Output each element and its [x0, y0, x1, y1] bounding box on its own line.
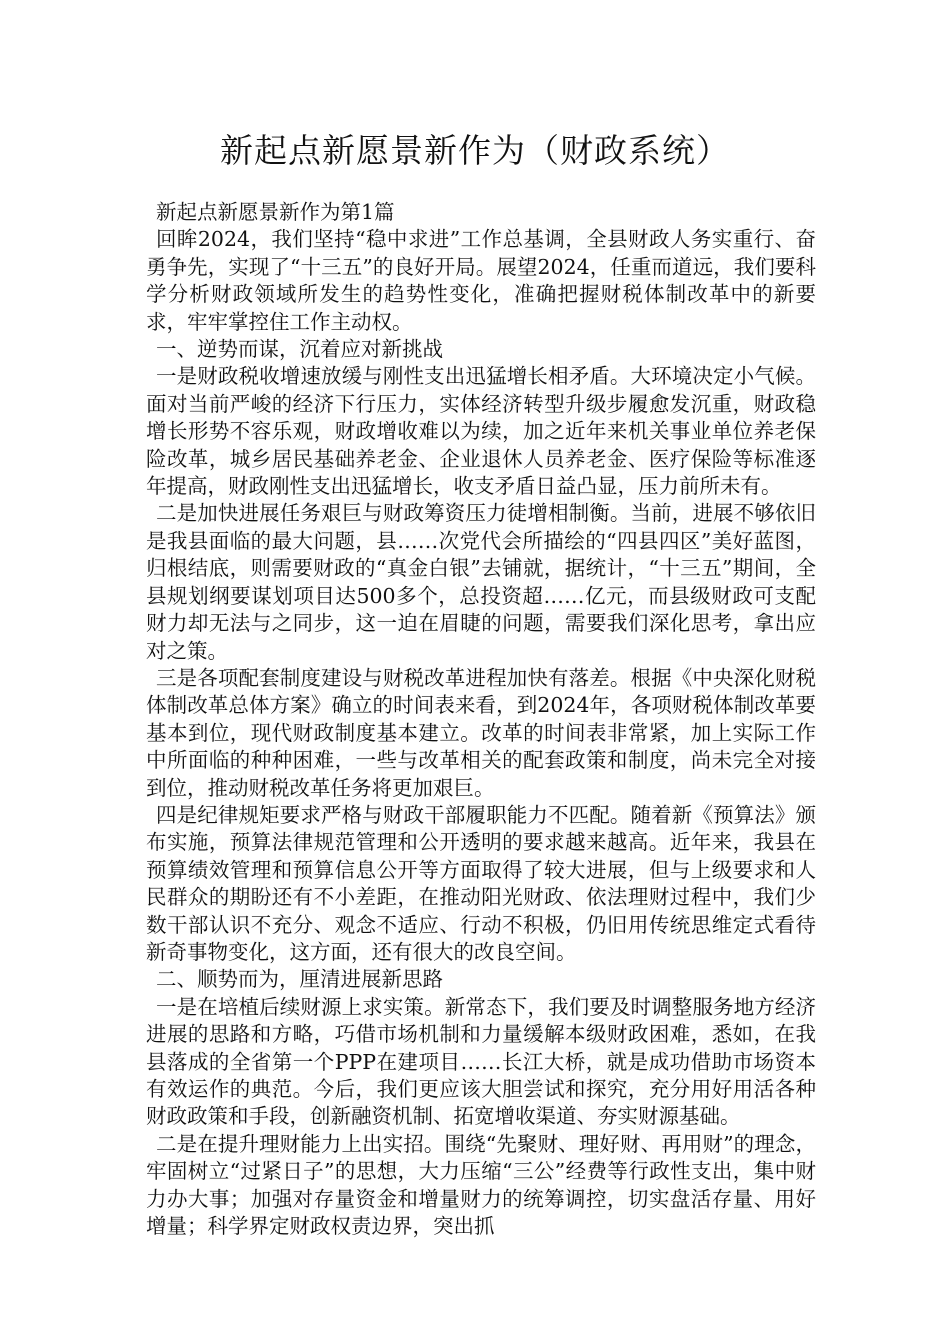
section-heading: 一、逆势而谋，沉着应对新挑战 — [156, 337, 443, 362]
section-heading: 二、顺势而为，厘清进展新思路 — [156, 967, 443, 992]
paragraph: 四是纪律规矩要求严格与财政干部履职能力不匹配。随着新《预算法》颁布实施，预算法律规范管理和公开透明的要求越来越高。近年来，我县在预算绩效管理和预算信息公开等方面取得了较大进展，但与上级要求和人民群众的期盼还有不小差距，在推动阳光财政、依法理财过程中，我们少数干部认识不充分、观念不适应、行动不积极，仍旧用传统思维定式看待新奇事物变化，这方面，还有很大的改良空间。 — [146, 802, 816, 964]
paragraph: 二是加快进展任务艰巨与财政筹资压力徒增相制衡。当前，进展不够依旧是我县面临的最大问题，县……次党代会所描绘的“四县四区”美好蓝图，归根结底，则需要财政的“真金白银”去铺就，据统计，“十三五”期间，全县规划纲要谋划项目达500多个，总投资超……亿元，而县级财政可支配财力却无法与之同步，这一迫在眉睫的问题，需要我们深化思考，拿出应对之策。 — [146, 501, 816, 663]
section-subtitle: 新起点新愿景新作为第1篇 — [156, 200, 395, 224]
document-title: 新起点新愿景新作为（财政系统） — [220, 131, 730, 170]
paragraph: 一是财政税收增速放缓与刚性支出迅猛增长相矛盾。大环境决定小气候。面对当前严峻的经济下行压力，实体经济转型升级步履愈发沉重，财政稳增长形势不容乐观，财政增收难以为续，加之近年来机关事业单位养老保险改革，城乡居民基础养老金、企业退休人员养老金、医疗保险等标准逐年提高，财政刚性支出迅猛增长，收支矛盾日益凸显，压力前所未有。 — [146, 364, 816, 499]
paragraph: 回眸2024，我们坚持“稳中求进”工作总基调，全县财政人务实重行、奋勇争先，实现了“十三五”的良好开局。展望2024，任重而道远，我们要科学分析财政领域所发生的趋势性变化，准确把握财税体制改革中的新要求，牢牢掌控住工作主动权。 — [146, 227, 816, 334]
paragraph: 一是在培植后续财源上求实策。新常态下，我们要及时调整服务地方经济进展的思路和方略，巧借市场机制和力量缓解本级财政困难，悉如，在我县落成的全省第一个PPP在建项目……长江大桥，就是成功借助市场资本有效运作的典范。今后，我们更应该大胆尝试和探究，充分用好用活各种财政政策和手段，创新融资机制、拓宽增收渠道、夯实财源基础。 — [146, 994, 816, 1129]
paragraph: 二是在提升理财能力上出实招。围绕“先聚财、理好财、再用财”的理念，牢固树立“过紧日子”的思想，大力压缩“三公”经费等行政性支出，集中财力办大事；加强对存量资金和增量财力的统筹调控，切实盘活存量、用好增量；科学界定财政权责边界，突出抓 — [146, 1131, 816, 1239]
document-body — [146, 199, 816, 1240]
paragraph: 三是各项配套制度建设与财税改革进程加快有落差。根据《中央深化财税体制改革总体方案》确立的时间表来看，到2024年，各项财税体制改革要基本到位，现代财政制度基本建立。改革的时间表非常紧，加上实际工作中所面临的种种困难，一些与改革相关的配套政策和制度，尚未完全对接到位，推动财税改革任务将更加艰巨。 — [146, 665, 816, 800]
